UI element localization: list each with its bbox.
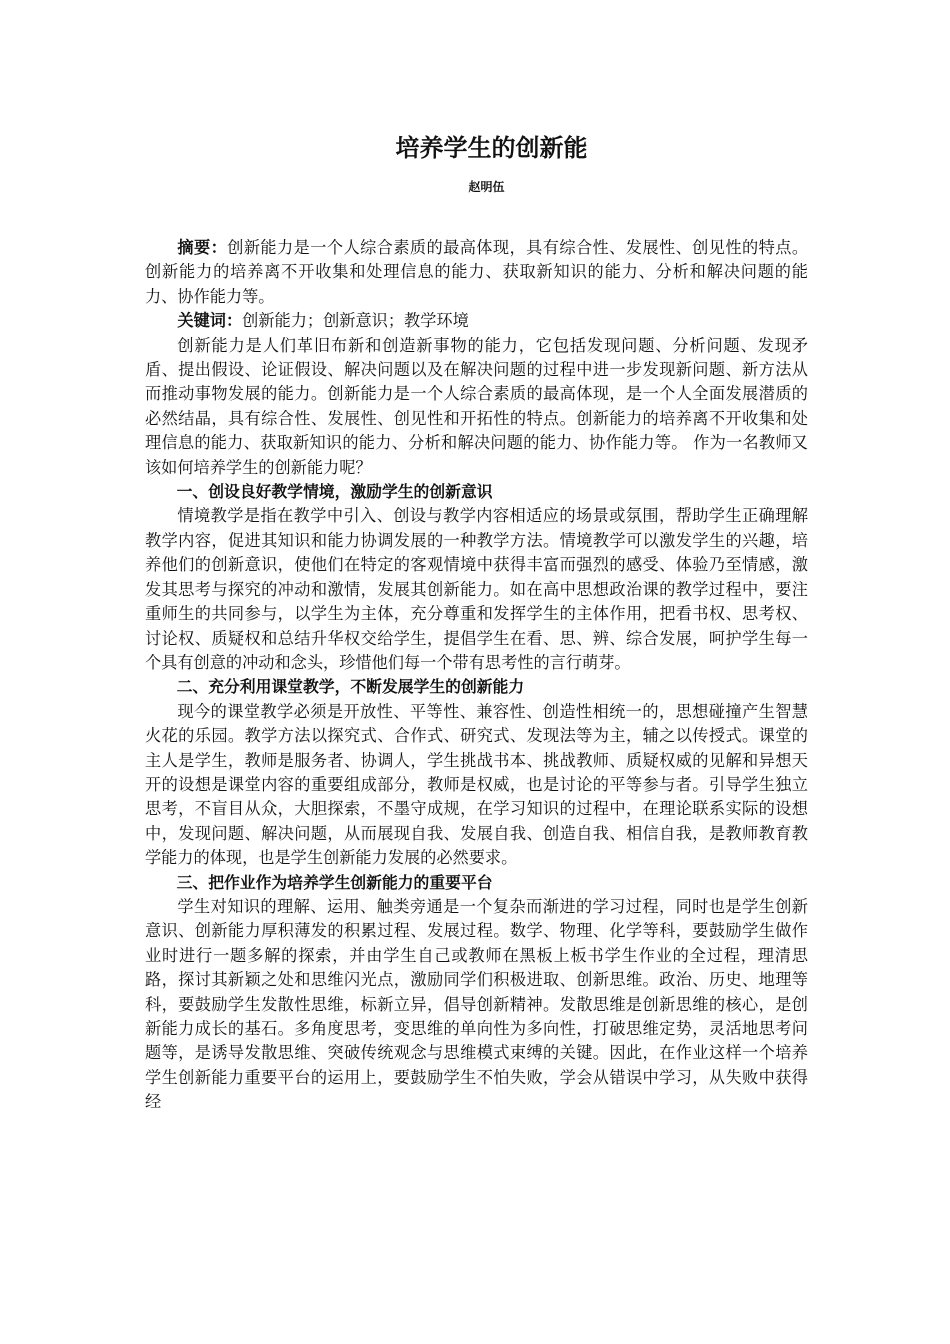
keywords-label: 关键词：	[177, 311, 243, 331]
keywords-paragraph	[145, 309, 808, 333]
document-body	[145, 236, 808, 1115]
section-3-heading: 三、把作业作为培养学生创新能力的重要平台	[176, 872, 493, 892]
abstract-paragraph	[145, 236, 808, 309]
intro-paragraph: 创新能力是人们革旧布新和创造新事物的能力，它包括发现问题、分析问题、发现矛盾、提出假设、论证假设、解决问题以及在解决问题的过程中进一步发现新问题、新方法从而推动事物发展的能力。创新能力是一个人综合素质的最高体现，是一个人全面发展潜质的必然结晶，具有综合性、发展性、创见性和开拓性的特点。创新能力的培养离不开收集和处理信息的能力、获取新知识的能力、分析和解决问题的能力、协作能力等。 作为一名教师又该如何培养学生的创新能力呢？	[145, 335, 808, 477]
section-2-paragraph: 现今的课堂教学必须是开放性、平等性、兼容性、创造性相统一的，思想碰撞产生智慧火花的乐园。教学方法以探究式、合作式、研究式、发现法等为主，辅之以传授式。课堂的主人是学生，教师是服务者、协调人，学生挑战书本、挑战教师、质疑权威的见解和异想天开的设想是课堂内容的重要组成部分，教师是权威，也是讨论的平等参与者。引导学生独立思考，不盲目从众，大胆探索，不墨守成规，在学习知识的过程中，在理论联系实际的设想中，发现问题、解决问题，从而展现自我、发展自我、创造自我、相信自我，是教师教育教学能力的体现，也是学生创新能力发展的必然要求。	[145, 701, 808, 868]
section-3-paragraph: 学生对知识的理解、运用、触类旁通是一个复杂而渐进的学习过程，同时也是学生创新意识、创新能力厚积薄发的积累过程、发展过程。数学、物理、化学等科，要鼓励学生做作业时进行一题多解的探索，并由学生自己或教师在黑板上板书学生作业的全过程，理清思路，探讨其新颖之处和思维闪光点，激励同学们积极进取、创新思维。政治、历史、地理等科，要鼓励学生发散性思维，标新立异，倡导创新精神。发散思维是创新思维的核心，是创新能力成长的基石。多角度思考，变思维的单向性为多向性，打破思维定势，灵活地思考问题等，是诱导发散思维、突破传统观念与思维模式束缚的关键。因此，在作业这样一个培养学生创新能力重要平台的运用上，要鼓励学生不怕失败，学会从错误中学习，从失败中获得经	[145, 896, 808, 1112]
section-1-heading: 一、创设良好教学情境，激励学生的创新意识	[176, 482, 493, 502]
keywords-text: 创新能力；创新意识；教学环境	[242, 311, 469, 331]
abstract-text: 创新能力是一个人综合素质的最高体现，具有综合性、发展性、创见性的特点。创新能力的培养离不开收集和处理信息的能力、获取新知识的能力、分析和解决问题的能力、协作能力等。	[145, 238, 809, 306]
abstract-label: 摘要：	[177, 238, 228, 257]
author-name: 赵明伍	[468, 180, 505, 194]
section-2-heading: 二、充分利用课堂教学，不断发展学生的创新能力	[176, 677, 525, 697]
document-title: 培养学生的创新能	[395, 134, 588, 162]
section-1-paragraph: 情境教学是指在教学中引入、创设与教学内容相适应的场景或氛围，帮助学生正确理解教学内容，促进其知识和能力协调发展的一种教学方法。情境教学可以激发学生的兴趣，培养他们的创新意识，使他们在特定的客观情境中获得丰富而强烈的感受、体验乃至情感，激发其思考与探究的冲动和激情，发展其创新能力。如在高中思想政治课的教学过程中，要注重师生的共同参与，以学生为主体，充分尊重和发挥学生的主体作用，把看书权、思考权、讨论权、质疑权和总结升华权交给学生，提倡学生在看、思、辨、综合发展，呵护学生每一个具有创意的冲动和念头，珍惜他们每一个带有思考性的言行萌芽。	[145, 506, 808, 672]
document-page	[145, 128, 808, 1115]
